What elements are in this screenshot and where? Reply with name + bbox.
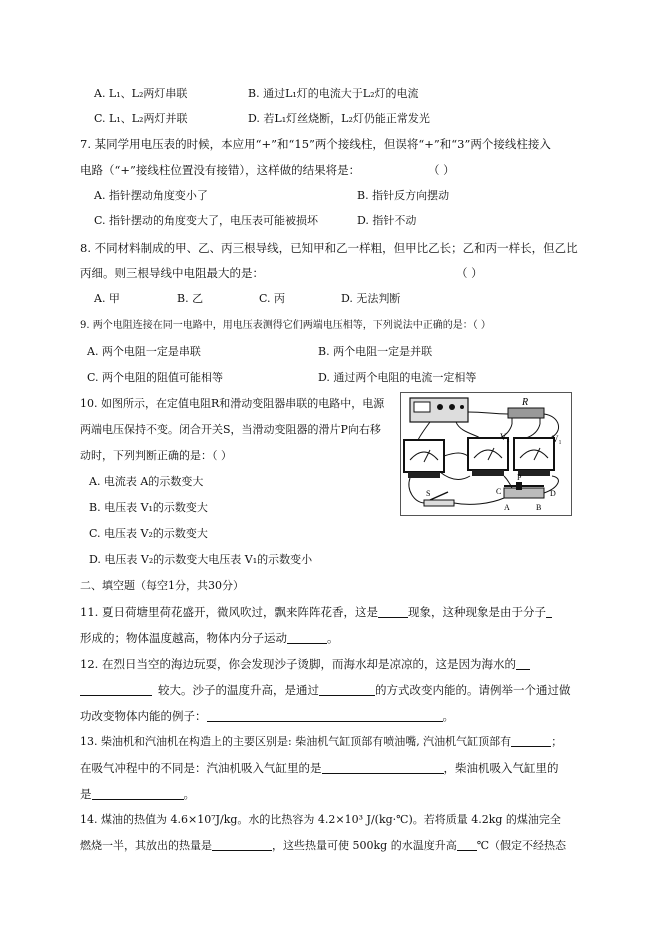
label-p: P xyxy=(517,473,522,482)
q12-line1 xyxy=(80,656,530,672)
q13-blank-1[interactable] xyxy=(511,734,551,747)
label-d: D xyxy=(550,489,556,498)
q13-text-e: 是 xyxy=(80,787,92,801)
q9-option-b: B. 两个电阻一定是并联 xyxy=(318,345,433,358)
q10-option-a: A. 电流表 A的示数变大 xyxy=(89,475,204,488)
q14-blank-1[interactable] xyxy=(212,838,272,851)
q12-text-d: 功改变物体内能的例子： xyxy=(80,709,207,723)
q14-text-a: 燃烧一半，其放出的热量是 xyxy=(80,839,212,852)
q8-option-b: B. 乙 xyxy=(177,292,204,305)
q12-text-a: 12. 在烈日当空的海边玩耍，你会发现沙子烫脚，而海水却是凉凉的，这是因为海水的 xyxy=(80,657,516,671)
q11-blank-1[interactable] xyxy=(378,605,408,618)
q8-option-c: C. 丙 xyxy=(259,292,286,305)
q13-blank-3[interactable] xyxy=(92,787,184,800)
q10-option-c: C. 电压表 V₂的示数变大 xyxy=(89,527,208,540)
q9-option-c: C. 两个电阻的阻值可能相等 xyxy=(87,371,224,384)
q7-option-c: C. 指针摆动的角度变大了，电压表可能被损坏 xyxy=(94,214,319,227)
q6-option-a: A. L₁、L₂两灯串联 xyxy=(94,87,188,100)
q8-option-d: D. 无法判断 xyxy=(341,292,401,305)
q6-option-b: B. 通过L₁灯的电流大于L₂灯的电流 xyxy=(248,87,419,100)
q14-text-b: ，这些热量可使 500kg 的水温度升高 xyxy=(272,839,457,852)
q10-option-d: D. 电压表 V₂的示数变大电压表 V₁的示数变小 xyxy=(89,553,313,566)
q14-text-c: ℃（假定不经热态 xyxy=(476,839,567,852)
q13-text-d: ，柴油机吸入气缸里的 xyxy=(443,761,559,775)
q11-line1 xyxy=(80,604,552,620)
label-r: R xyxy=(522,397,529,408)
q12-line2 xyxy=(80,682,571,698)
q12-text-e: 。 xyxy=(442,709,454,723)
power-supply-icon xyxy=(410,398,468,422)
q12-text-c: 的方式改变内能的。请例举一个通过做 xyxy=(375,683,571,697)
q8-answer-paren: （ ） xyxy=(456,266,483,280)
q12-blank-1b[interactable] xyxy=(80,683,152,696)
q8-option-a: A. 甲 xyxy=(94,292,120,305)
q9-option-d: D. 通过两个电阻的电流一定相等 xyxy=(318,371,477,384)
q11-text-b: 现象，这种现象是由于分子 xyxy=(407,605,546,619)
q11-blank-2[interactable] xyxy=(546,605,552,618)
q8-stem-line2: 丙细。则三根导线中电阻最大的是： xyxy=(80,266,264,280)
q14-line1: 14. 煤油的热值为 4.6×10⁷J/kg。水的比热容为 4.2×10³ J/(kg·℃)。若将质量 4.2kg 的煤油完全 xyxy=(80,813,561,826)
q9-option-a: A. 两个电阻一定是串联 xyxy=(87,345,201,358)
label-c: C xyxy=(496,487,502,496)
q13-blank-2[interactable] xyxy=(322,761,444,774)
voltmeter-v2-icon xyxy=(468,438,508,476)
label-b: B xyxy=(536,503,542,512)
q13-text-b: ； xyxy=(551,735,563,748)
q11-text-a: 11. 夏日荷塘里荷花盛开，微风吹过，飘来阵阵花香，这是 xyxy=(80,605,378,619)
voltmeter-v1-icon xyxy=(514,438,554,476)
q10-option-b: B. 电压表 V₁的示数变大 xyxy=(89,501,208,514)
q12-blank-3[interactable] xyxy=(207,709,443,722)
label-v2: V₂ xyxy=(500,432,510,442)
q7-option-d: D. 指针不动 xyxy=(357,214,417,227)
label-v1: V₁ xyxy=(552,434,562,444)
q7-option-a: A. 指针摆动角度变小了 xyxy=(94,189,208,202)
q14-blank-2[interactable] xyxy=(457,838,477,851)
q13-text-f: 。 xyxy=(183,787,195,801)
q7-stem-line2 xyxy=(80,162,360,178)
q13-line2 xyxy=(80,760,559,776)
section2-title: 二、填空题（每空1分，共30分） xyxy=(80,579,244,592)
q13-text-a: 13. 柴油机和汽油机在构造上的主要区别是: 柴油机气缸顶部有喷油嘴, 汽油机气缸顶部有 xyxy=(80,735,512,748)
q7-option-b: B. 指针反方向摆动 xyxy=(357,189,450,202)
q12-blank-2[interactable] xyxy=(319,683,375,696)
q8-stem-line1: 8. 不同材料制成的甲、乙、丙三根导线，已知甲和乙一样粗，但甲比乙长；乙和丙一样长，但乙比 xyxy=(80,241,578,255)
q6-option-c: C. L₁、L₂两灯并联 xyxy=(94,112,188,125)
q7-stem-text: 电路（“+”接线柱位置没有接错），这样做的结果将是： xyxy=(80,163,361,177)
q13-text-c: 在吸气冲程中的不同是：汽油机吸入气缸里的是 xyxy=(80,761,322,775)
q14-line2 xyxy=(80,838,566,854)
q6-option-d: D. 若L₁灯丝烧断，L₂灯仍能正常发光 xyxy=(248,112,430,125)
ammeter-icon xyxy=(404,440,444,478)
label-s: S xyxy=(426,489,431,498)
q12-line3 xyxy=(80,708,454,724)
q13-line3 xyxy=(80,786,195,802)
circuit-diagram-figure xyxy=(400,392,572,516)
q10-stem-line2: 两端电压保持不变。闭合开关S，当滑动变阻器的滑片P向右移 xyxy=(80,423,381,436)
q10-stem-line3: 动时，下列判断正确的是：（ ） xyxy=(80,449,232,462)
q11-blank-3[interactable] xyxy=(287,631,327,644)
q7-stem-line1: 7. 某同学用电压表的时候，本应用“+”和“15”两个接线柱，但误将“+”和“3”两个接线柱接入 xyxy=(80,137,551,151)
q11-text-c: 形成的；物体温度越高，物体内分子运动 xyxy=(80,631,287,645)
q11-line2 xyxy=(80,630,339,646)
q12-text-b: 较大。沙子的温度升高，是通过 xyxy=(158,683,319,697)
label-a: A xyxy=(504,503,510,512)
q11-text-d: 。 xyxy=(327,631,339,645)
q13-line1 xyxy=(80,734,562,750)
q9-stem: 9. 两个电阻连接在同一电路中，用电压表测得它们两端电压相等，下列说法中正确的是：（ ） xyxy=(80,320,491,331)
q7-answer-paren: （ ） xyxy=(428,163,455,177)
q12-blank-1a[interactable] xyxy=(516,657,530,670)
q10-stem-line1: 10. 如图所示，在定值电阻R和滑动变阻器串联的电路中，电源 xyxy=(80,397,385,410)
